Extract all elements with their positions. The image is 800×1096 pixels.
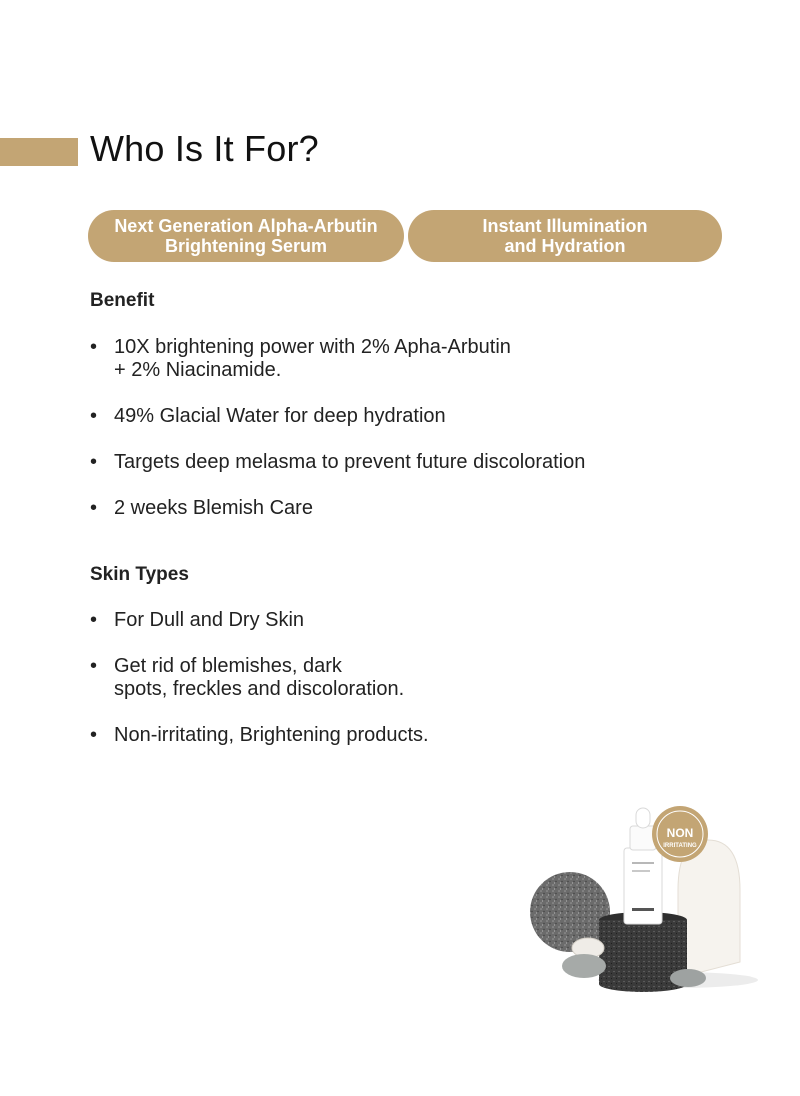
list-item-text: 10X brightening power with 2% Apha-Arbutin + 2% Niacinamide. (114, 336, 511, 381)
product-image (528, 800, 768, 1000)
list-item (90, 609, 710, 632)
list-item (90, 655, 710, 701)
list-item (90, 405, 710, 428)
pebble-grey (562, 954, 606, 978)
benefit-heading: Benefit (90, 290, 155, 311)
list-item (90, 451, 710, 474)
list-item-text: Get rid of blemishes, dark spots, freckles and discoloration. (114, 655, 405, 700)
benefit-list (90, 336, 710, 543)
bullet-icon: • (90, 655, 98, 677)
list-item-text: For Dull and Dry Skin (114, 609, 305, 631)
bottle-body (624, 848, 662, 924)
list-item-text: 2 weeks Blemish Care (114, 497, 313, 519)
bottle-cap (630, 826, 656, 850)
bottle-label-line (632, 862, 654, 864)
badge-line-1: NON (666, 826, 694, 840)
page-title: Who Is It For? (90, 128, 319, 169)
list-item-text: Non-irritating, Brightening products. (114, 724, 429, 746)
skin-types-heading: Skin Types (90, 564, 189, 585)
feature-pill-illumination (408, 210, 722, 262)
list-item (90, 724, 710, 747)
pill-label: Instant Illumination and Hydration (482, 216, 648, 256)
bullet-icon: • (90, 497, 98, 519)
feature-pill-serum (88, 210, 404, 262)
bullet-icon: • (90, 405, 98, 427)
bullet-icon: • (90, 724, 98, 746)
bottle-label-line (632, 870, 650, 872)
list-item (90, 336, 710, 382)
list-item-text: 49% Glacial Water for deep hydration (114, 405, 446, 427)
pebble-small (670, 969, 706, 987)
bottle-label-line (632, 908, 654, 911)
pill-label: Next Generation Alpha-Arbutin Brightening Serum (114, 216, 378, 256)
list-item (90, 497, 710, 520)
list-item-text: Targets deep melasma to prevent future discoloration (114, 451, 586, 473)
skin-types-list (90, 609, 710, 770)
bottle-bulb (636, 808, 650, 828)
bullet-icon: • (90, 609, 98, 631)
bullet-icon: • (90, 451, 98, 473)
badge-line-2: IRRITATING (663, 843, 697, 849)
accent-bar (0, 138, 78, 166)
non-irritating-badge (652, 806, 708, 862)
bullet-icon: • (90, 336, 98, 358)
